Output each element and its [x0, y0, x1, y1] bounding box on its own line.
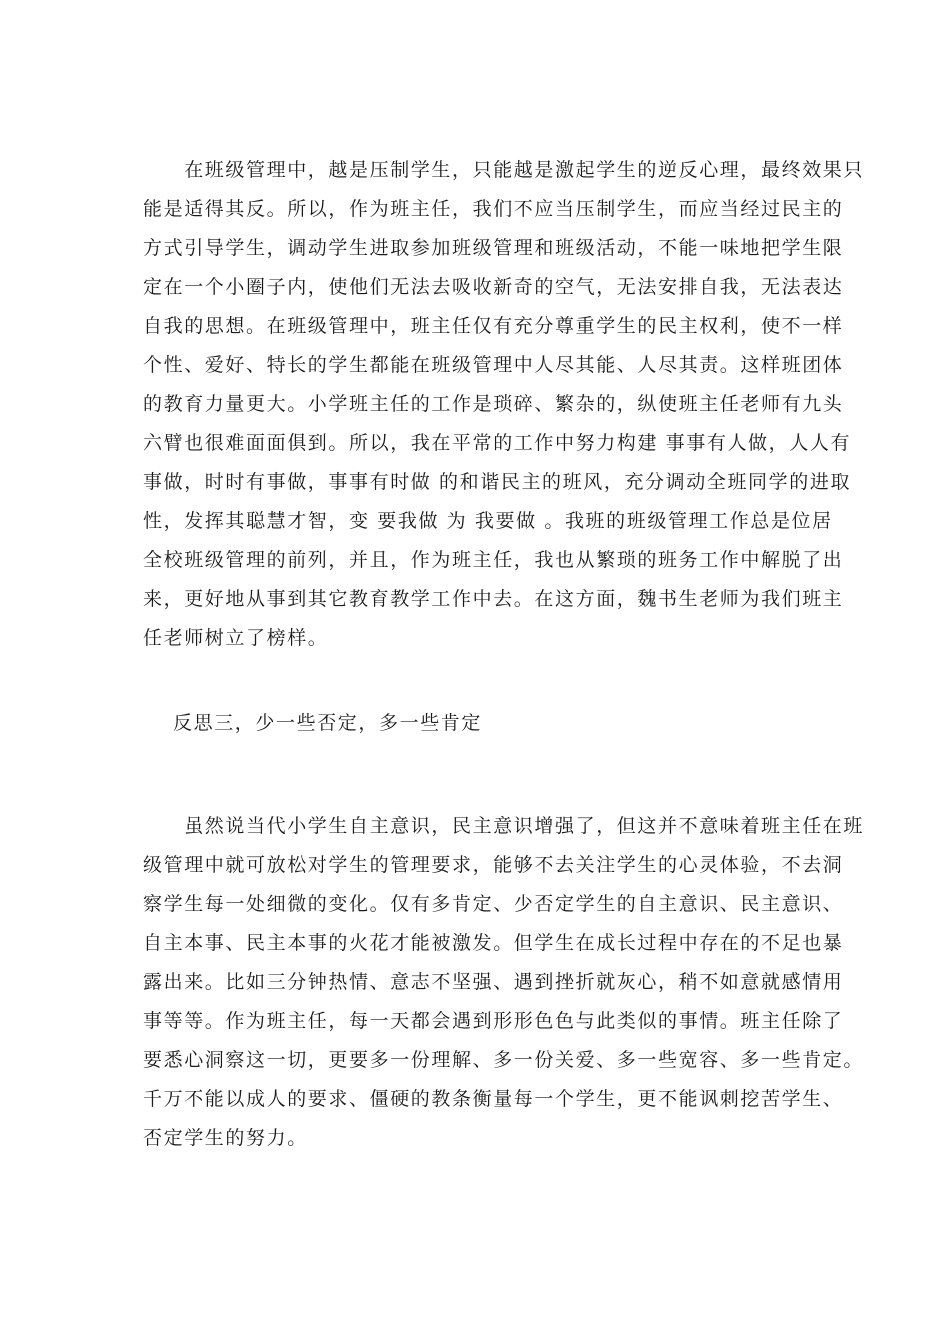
paragraph-1-line: 事做，时时有事做，事事有时做 的和谐民主的班风，充分调动全班同学的进取	[143, 471, 852, 493]
paragraph-2-line: 事等等。作为班主任，每一天都会遇到形形色色与此类似的事情。班主任除了	[143, 1010, 844, 1032]
paragraph-2-line: 露出来。比如三分钟热情、意志不坚强、遇到挫折就灰心，稍不如意就感情用	[143, 971, 844, 993]
paragraph-1-line: 六臂也很难面面俱到。所以，我在平常的工作中努力构建 事事有人做，人人有	[143, 432, 852, 454]
paragraph-1-line: 性，发挥其聪慧才智，变 要我做 为 我要做 。我班的班级管理工作总是位居	[143, 510, 833, 532]
paragraph-1-line: 的教育力量更大。小学班主任的工作是琐碎、繁杂的，纵使班主任老师有九头	[143, 393, 844, 415]
paragraph-1-line: 方式引导学生，调动学生进取参加班级管理和班级活动，不能一味地把学生限	[143, 237, 844, 259]
paragraph-2-line: 要悉心洞察这一切，更要多一份理解、多一份关爱、多一些宽容、多一些肯定。	[143, 1049, 865, 1071]
paragraph-1-line: 个性、爱好、特长的学生都能在班级管理中人尽其能、人尽其责。这样班团体	[143, 354, 844, 376]
section-heading: 反思三，少一些否定，多一些肯定	[173, 712, 483, 734]
paragraph-2-line: 察学生每一处细微的变化。仅有多肯定、少否定学生的自主意识、民主意识、	[143, 893, 844, 915]
paragraph-2-line: 自主本事、民主本事的火花才能被激发。但学生在成长过程中存在的不足也暴	[143, 932, 844, 954]
paragraph-2-line: 否定学生的努力。	[143, 1127, 308, 1149]
paragraph-1-line: 任老师树立了榜样。	[143, 627, 329, 649]
paragraph-1-line: 来，更好地从事到其它教育教学工作中去。在这方面，魏书生老师为我们班主	[143, 588, 844, 610]
paragraph-1-line: 自我的思想。在班级管理中，班主任仅有充分尊重学生的民主权利，使不一样	[143, 315, 844, 337]
paragraph-1-line: 全校班级管理的前列，并且，作为班主任，我也从繁琐的班务工作中解脱了出	[143, 549, 844, 571]
paragraph-1-line: 能是适得其反。所以，作为班主任，我们不应当压制学生，而应当经过民主的	[143, 198, 844, 220]
paragraph-1-line: 定在一个小圈子内，使他们无法去吸收新奇的空气，无法安排自我，无法表达	[143, 276, 844, 298]
paragraph-2-line: 级管理中就可放松对学生的管理要求，能够不去关注学生的心灵体验，不去洞	[143, 854, 844, 876]
paragraph-1-line: 在班级管理中，越是压制学生，只能越是激起学生的逆反心理，最终效果只	[143, 159, 865, 181]
paragraph-2-line: 千万不能以成人的要求、僵硬的教条衡量每一个学生，更不能讽刺挖苦学生、	[143, 1088, 844, 1110]
paragraph-2-line: 虽然说当代小学生自主意识，民主意识增强了，但这并不意味着班主任在班	[143, 815, 865, 837]
